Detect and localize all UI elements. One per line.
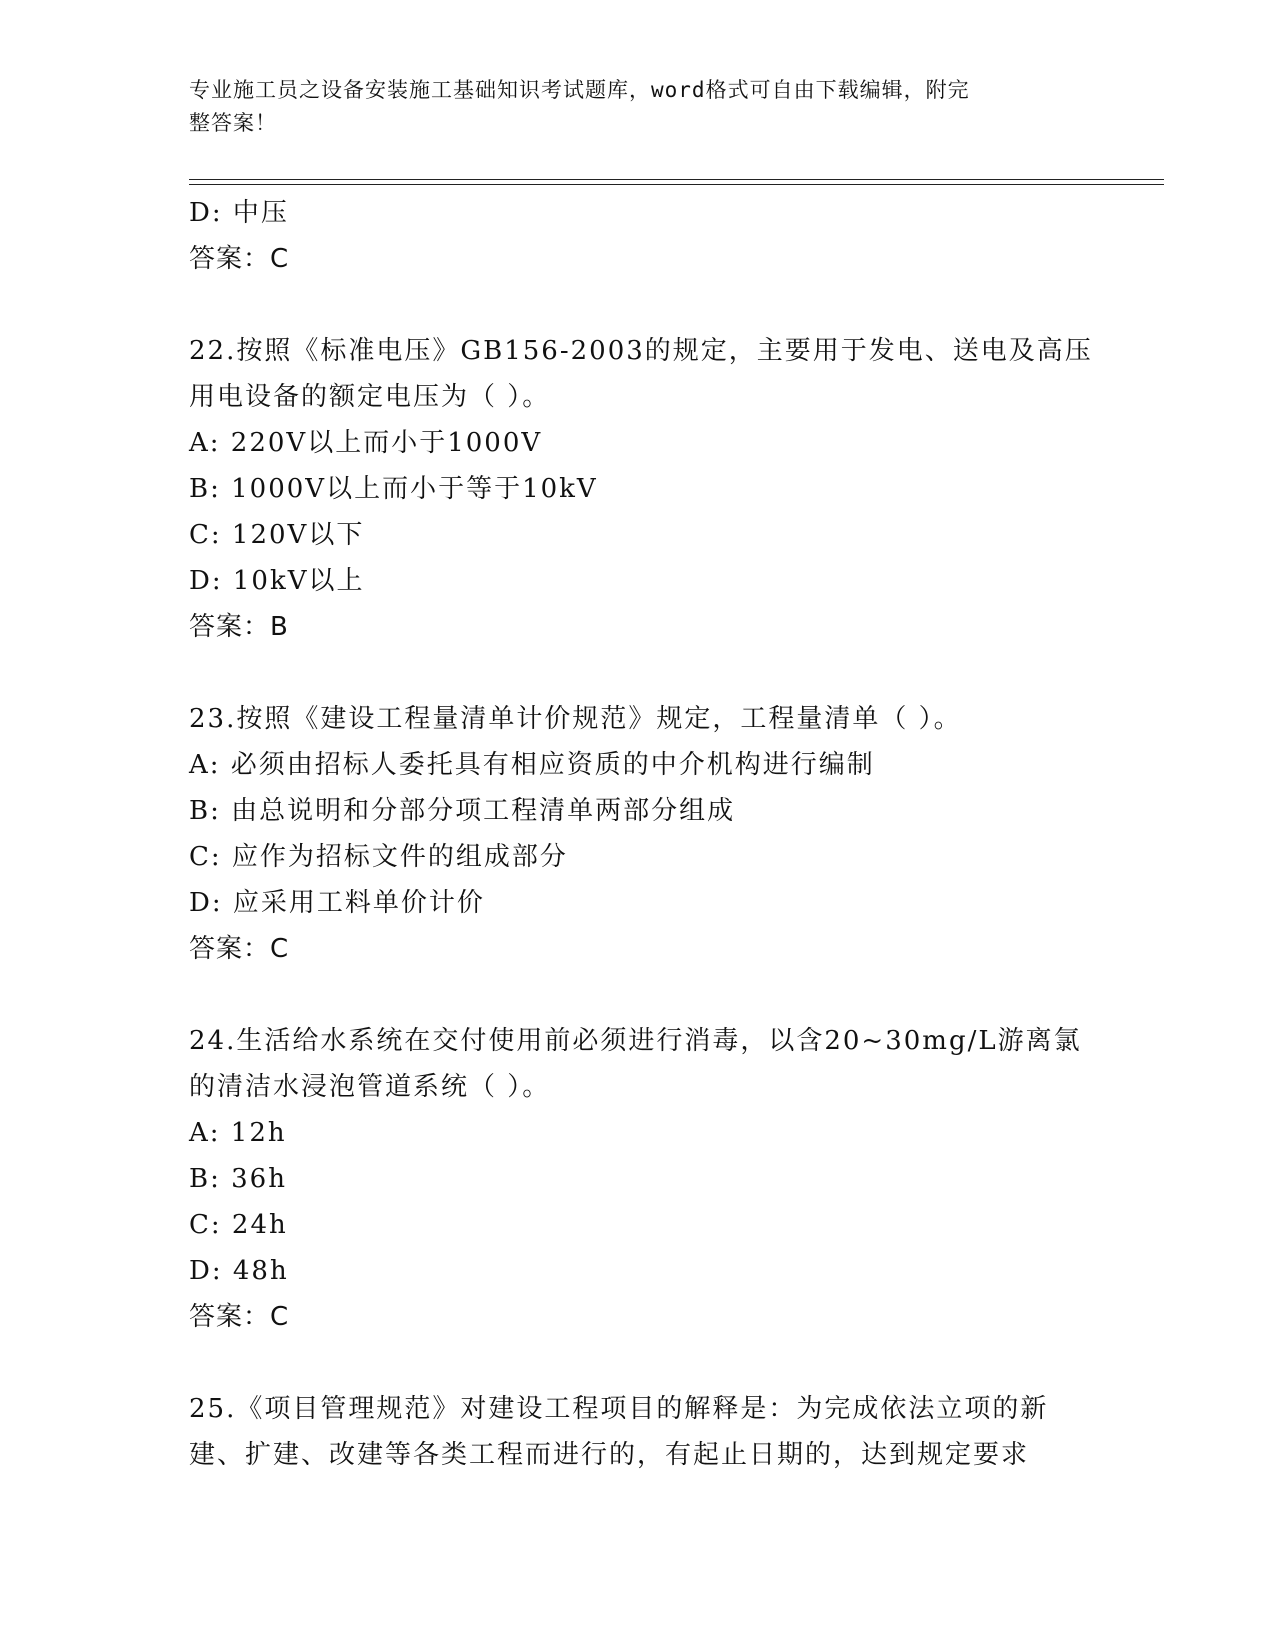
- question-stem-continued: 建、扩建、改建等各类工程而进行的，有起止日期的，达到规定要求: [189, 1440, 1030, 1470]
- option-b: B: 36h: [189, 1164, 287, 1194]
- question-stem: 22.按照《标准电压》GB156-2003的规定，主要用于发电、送电及高压: [189, 336, 1093, 366]
- document-header: [189, 74, 1069, 140]
- answer-label: 答案：C: [189, 244, 290, 274]
- option-c: C: 24h: [189, 1210, 288, 1240]
- answer-label: 答案：B: [189, 612, 289, 642]
- option-d: D: 10kV以上: [189, 566, 365, 596]
- question-stem: 25.《项目管理规范》对建设工程项目的解释是：为完成依法立项的新: [189, 1394, 1049, 1424]
- question-stem-continued: 用电设备的额定电压为（ ）。: [189, 382, 551, 412]
- option-a: A: 220V以上而小于1000V: [189, 428, 543, 458]
- header-line-1: 专业施工员之设备安装施工基础知识考试题库，word格式可自由下载编辑，附完: [189, 78, 970, 102]
- question-22: [189, 328, 1093, 650]
- question-stem-continued: 的清洁水浸泡管道系统（ ）。: [189, 1072, 551, 1102]
- question-24: [189, 1018, 1089, 1340]
- question-spacer: [189, 650, 1089, 696]
- option-c: C: 120V以下: [189, 520, 365, 550]
- header-divider-bottom: [189, 184, 1164, 185]
- question-25: [189, 1386, 1089, 1478]
- answer-label: 答案：C: [189, 1302, 290, 1332]
- option-b: B: 由总说明和分部分项工程清单两部分组成: [189, 796, 736, 826]
- question-stem: 24.生活给水系统在交付使用前必须进行消毒，以含20~30mg/L游离氯: [189, 1026, 1082, 1056]
- question-spacer: [189, 972, 1089, 1018]
- question-stem: 23.按照《建设工程量清单计价规范》规定，工程量清单（ ）。: [189, 704, 962, 734]
- question-spacer: [189, 282, 1089, 328]
- option-d: D: 应采用工料单价计价: [189, 888, 485, 918]
- option-b: B: 1000V以上而小于等于10kV: [189, 474, 598, 504]
- option-a: A: 必须由招标人委托具有相应资质的中介机构进行编制: [189, 750, 875, 780]
- option-d: D: 48h: [189, 1256, 289, 1286]
- question-23: [189, 696, 1089, 972]
- option-c: C: 应作为招标文件的组成部分: [189, 842, 568, 872]
- answer-label: 答案：C: [189, 934, 290, 964]
- header-line-2: 整答案！: [189, 111, 277, 135]
- question-21: [189, 190, 1089, 282]
- header-divider-top: [189, 179, 1164, 180]
- option-a: A: 12h: [189, 1118, 287, 1148]
- question-spacer: [189, 1340, 1089, 1386]
- option-d: D: 中压: [189, 198, 289, 228]
- question-list: [189, 190, 1093, 1478]
